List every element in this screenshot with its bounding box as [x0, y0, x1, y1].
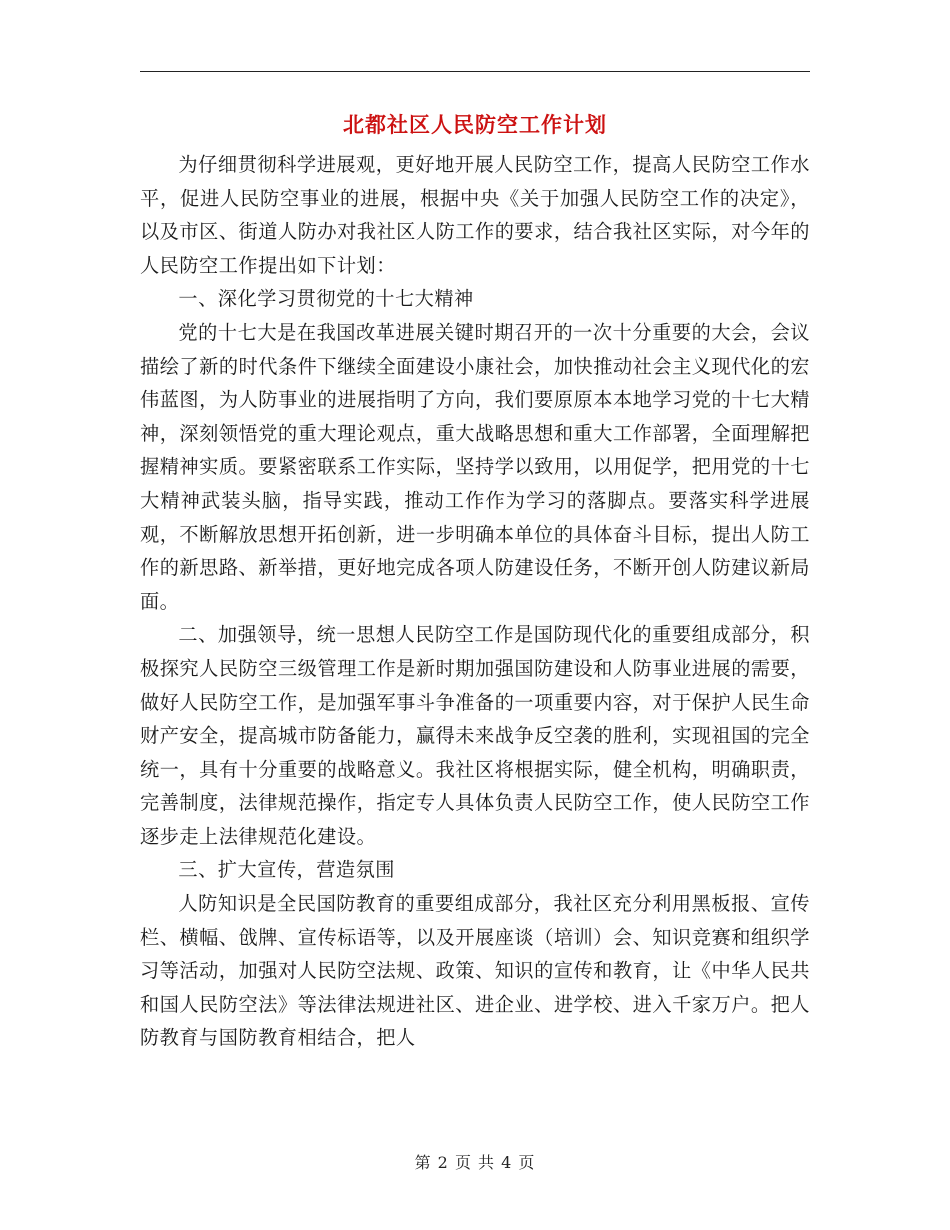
page-number-footer: 第 2 页 共 4 页: [414, 1153, 536, 1172]
paragraph-section-3: 人防知识是全民国防教育的重要组成部分，我社区充分利用黑板报、宣传栏、横幅、戗牌、宣传标语等，以及开展座谈（培训）会、知识竞赛和组织学习等活动，加强对人民防空法规、政策、知识的宣传和教育，让《中华人民共和国人民防空法》等法律法规进社区、进企业、进学校、进入千家万户。把人防教育与国防教育相结合，把人: [140, 892, 810, 1050]
paragraph-section-2: 二、加强领导，统一思想人民防空工作是国防现代化的重要组成部分，积极探究人民防空三级管理工作是新时期加强国防建设和人防事业进展的需要，做好人民防空工作，是加强军事斗争准备的一项重要内容，对于保护人民生命财产安全，提高城市防备能力，赢得未来战争反空袭的胜利，实现祖国的完全统一，具有十分重要的战略意义。我社区将根据实际，健全机构，明确职责，完善制度，法律规范操作，指定专人具体负责人民防空工作，使人民防空工作逐步走上法律规范化建设。: [140, 623, 810, 848]
header-rule: [140, 71, 810, 72]
section-heading-1: 一、深化学习贯彻党的十七大精神: [178, 287, 474, 311]
section-heading-3: 三、扩大宣传，营造氛围: [178, 858, 395, 882]
paragraph-intro: 为仔细贯彻科学进展观，更好地开展人民防空工作，提高人民防空工作水平，促进人民防空事业的进展，根据中央《关于加强人民防空工作的决定》，以及市区、街道人防办对我社区人防工作的要求，结合我社区实际，对今年的人民防空工作提出如下计划：: [140, 153, 810, 277]
document-title: 北都社区人民防空工作计划: [343, 113, 607, 137]
document-body: [140, 148, 810, 1055]
paragraph-section-1: 党的十七大是在我国改革进展关键时期召开的一次十分重要的大会，会议描绘了新的时代条件下继续全面建设小康社会，加快推动社会主义现代化的宏伟蓝图，为人防事业的进展指明了方向，我们要原原本本地学习党的十七大精神，深刻领悟党的重大理论观点，重大战略思想和重大工作部署，全面理解把握精神实质。要紧密联系工作实际，坚持学以致用，以用促学，把用党的十七大精神武装头脑，指导实践，推动工作作为学习的落脚点。要落实科学进展观，不断解放思想开拓创新，进一步明确本单位的具体奋斗目标，提出人防工作的新思路、新举措，更好地完成各项人防建设任务，不断开创人防建议新局面。: [140, 320, 810, 613]
